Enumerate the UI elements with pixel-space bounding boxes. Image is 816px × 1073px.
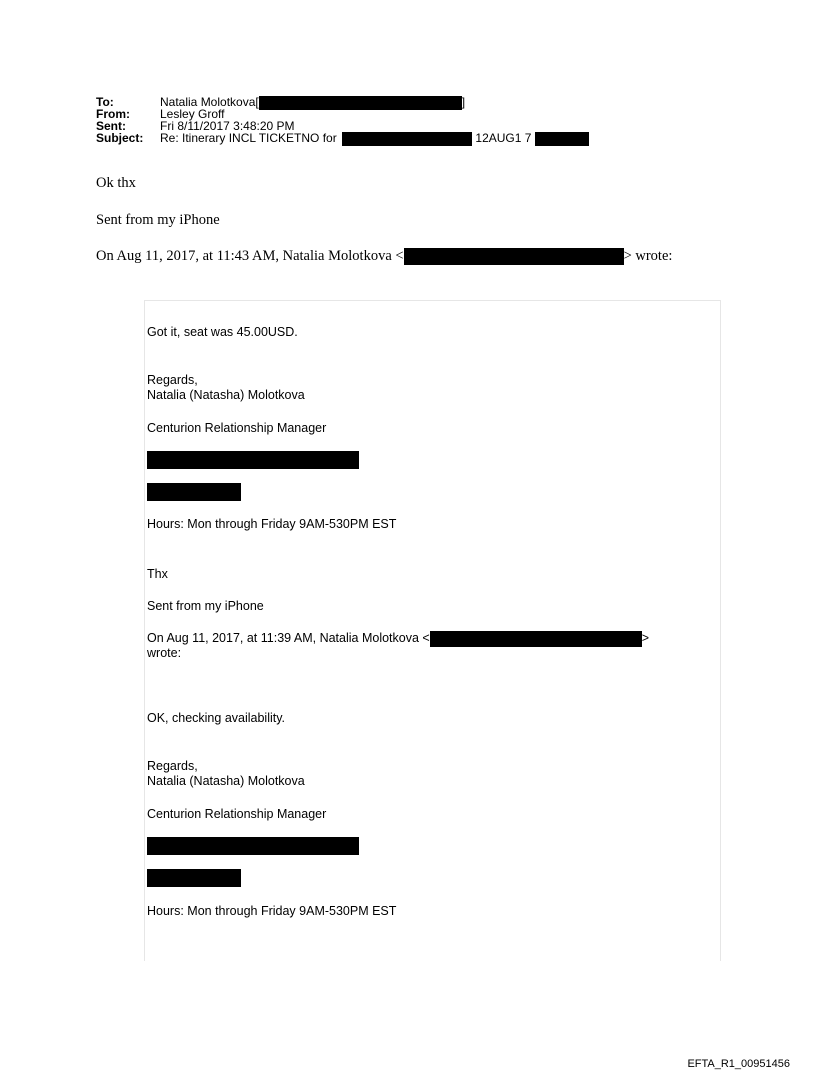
sender-title-1: Centurion Relationship Manager: [147, 421, 327, 435]
redaction-block: [147, 837, 359, 855]
subject-label: Subject:: [96, 131, 144, 145]
sent-label: Sent:: [96, 119, 126, 133]
redaction-block: [535, 132, 589, 146]
redaction-block: [147, 483, 241, 501]
redaction-block: [342, 132, 472, 146]
sender-title-2: Centurion Relationship Manager: [147, 807, 327, 821]
signature-text: Sent from my iPhone: [96, 212, 220, 228]
quote-intro: [96, 248, 672, 265]
quoted-message-1: Got it, seat was 45.00USD.: [147, 325, 298, 339]
from-value: Lesley Groff: [160, 107, 225, 121]
redaction-block: [430, 631, 642, 647]
quote-intro-2-prefix: On Aug 11, 2017, at 11:39 AM, Natalia Molotkova <: [147, 631, 430, 645]
to-name: Natalia Molotkova[: [160, 95, 259, 109]
regards-1: Regards,: [147, 373, 198, 387]
sent-value: Fri 8/11/2017 3:48:20 PM: [160, 119, 295, 133]
subject-prefix: Re: Itinerary INCL TICKETNO for: [160, 131, 337, 145]
redaction-block: [404, 248, 624, 265]
from-label: From:: [96, 107, 130, 121]
regards-2: Regards,: [147, 759, 198, 773]
to-close: ]: [461, 95, 466, 109]
quote-intro-2-wrote: wrote:: [147, 646, 182, 660]
reply-text: Ok thx: [96, 175, 136, 191]
subject-value: [160, 132, 589, 146]
to-label: To:: [96, 95, 114, 109]
document-id: EFTA_R1_00951456: [687, 1058, 790, 1070]
quote-intro-suffix: > wrote:: [623, 248, 673, 264]
redaction-block: [259, 96, 462, 110]
quote-intro-2: [147, 631, 649, 647]
hours-2: Hours: Mon through Friday 9AM-530PM EST: [147, 904, 397, 918]
sender-name-2: Natalia (Natasha) Molotkova: [147, 774, 305, 788]
quoted-message-2: OK, checking availability.: [147, 711, 286, 725]
sender-name-1: Natalia (Natasha) Molotkova: [147, 388, 305, 402]
redaction-block: [147, 451, 359, 469]
quote-intro-2-suffix: >: [641, 631, 650, 645]
quote-intro-prefix: On Aug 11, 2017, at 11:43 AM, Natalia Molotkova <: [96, 248, 404, 264]
thx-text: Thx: [147, 567, 168, 581]
subject-mid: 12AUG1 7: [475, 131, 532, 145]
quoted-signature: Sent from my iPhone: [147, 599, 264, 613]
hours-1: Hours: Mon through Friday 9AM-530PM EST: [147, 517, 397, 531]
redaction-block: [147, 869, 241, 887]
